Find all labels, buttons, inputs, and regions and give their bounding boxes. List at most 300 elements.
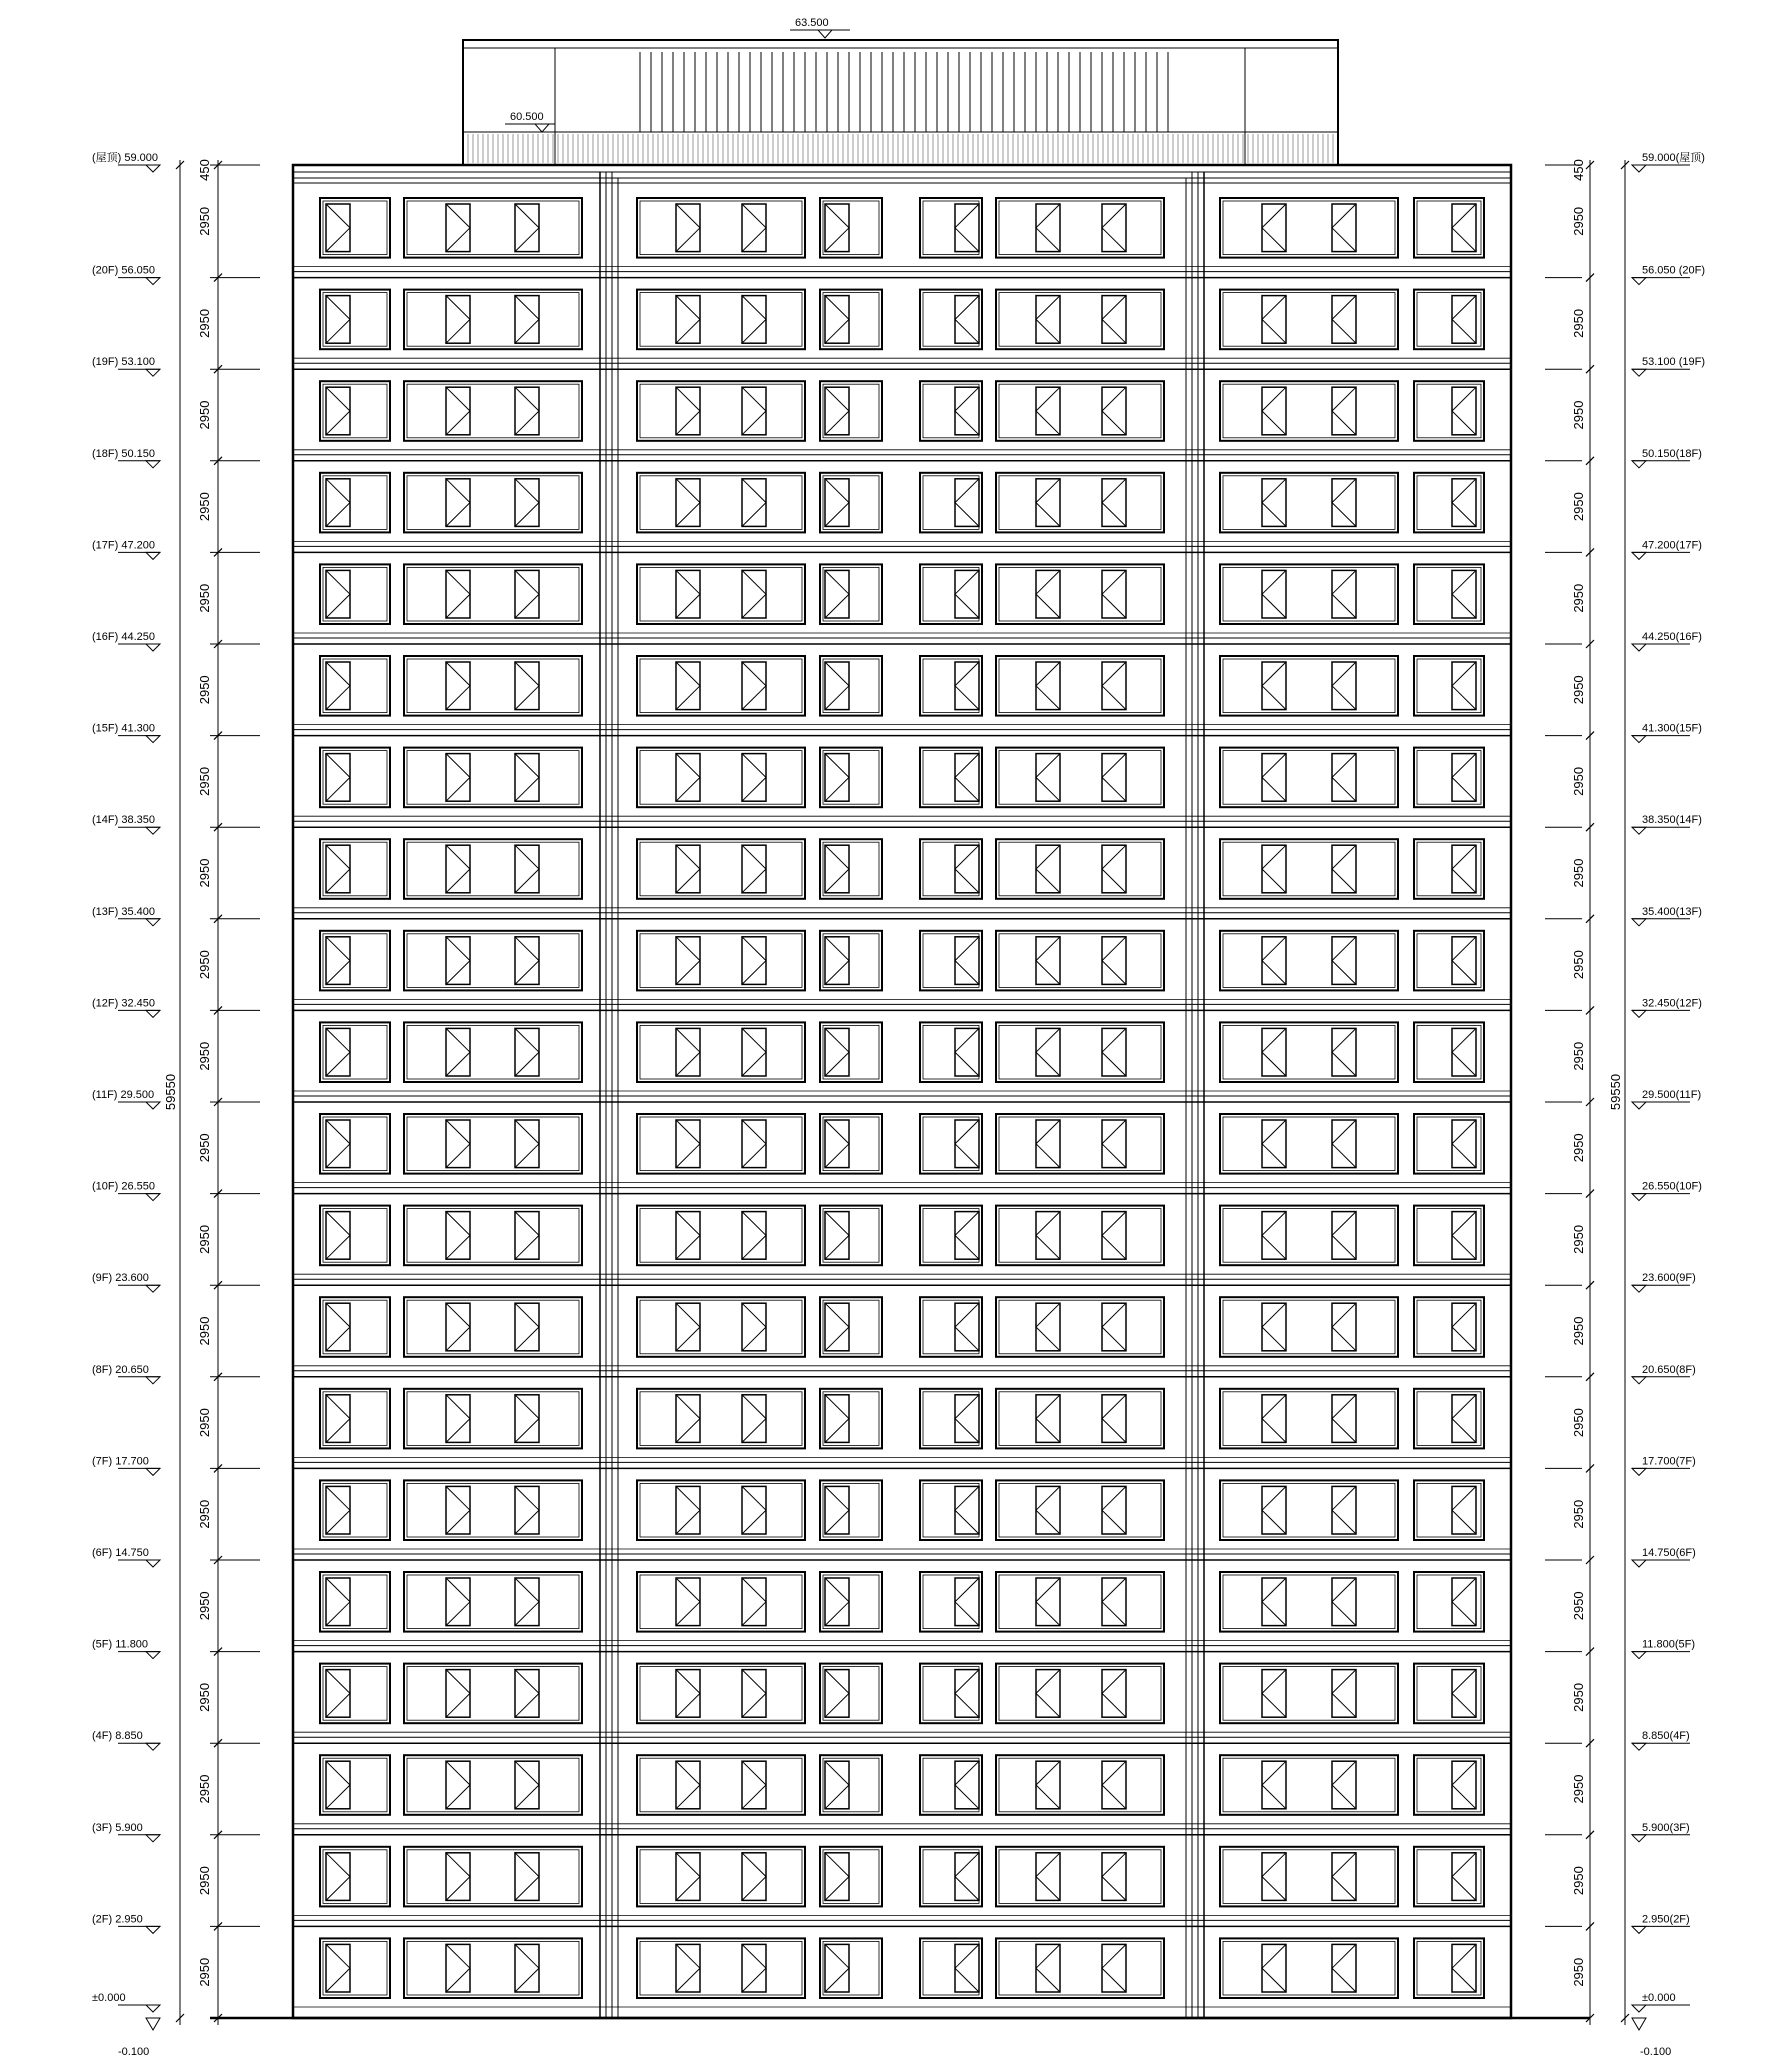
window-inner-frame [823,384,879,438]
window-frame [1220,1480,1398,1540]
right-level-label: 5.900(3F) [1642,1821,1690,1834]
window-opening-indicator [326,1670,350,1718]
window-inner-frame [999,1300,1161,1354]
window-opening-indicator [1332,937,1356,985]
window-sash [326,1028,350,1076]
window-sash [1452,937,1476,985]
window-sash [326,204,350,252]
window-sash [515,1761,539,1809]
window-opening-indicator [446,479,470,527]
left-level-label: (7F) 17.700 [92,1455,149,1468]
window-sash [825,1761,849,1809]
window-opening-indicator [1102,1578,1126,1626]
right-level-label: ±0.000 [1642,1992,1676,2004]
window-sash [1452,1395,1476,1443]
window-inner-frame [323,934,387,988]
window-frame [637,1114,805,1174]
window-opening-indicator [1452,1028,1476,1076]
window-sash [326,570,350,618]
window-sash [1452,1944,1476,1992]
window-opening-indicator [1102,1303,1126,1351]
window-opening-indicator [446,662,470,710]
window-opening-indicator [1452,204,1476,252]
floor-dimension-label: 2950 [1571,1224,1586,1254]
window-inner-frame [999,751,1161,805]
window-frame [996,656,1164,716]
window-sash [676,1303,700,1351]
window-frame [820,656,882,716]
window-frame [820,1022,882,1082]
window-inner-frame [923,842,979,896]
window-inner-frame [407,384,579,438]
level-marker-triangle [1632,369,1646,376]
window-inner-frame [923,751,979,805]
window-opening-indicator [1452,1395,1476,1443]
window-inner-frame [999,476,1161,530]
window-inner-frame [1223,1300,1395,1354]
window-sash [1332,387,1356,435]
window-inner-frame [923,201,979,255]
window-frame [1220,1572,1398,1632]
window-opening-indicator [742,387,766,435]
window-sash [326,1853,350,1901]
window-opening-indicator [955,1028,979,1076]
level-marker-triangle [146,1377,160,1384]
window-sash [1332,1120,1356,1168]
window-opening-indicator [955,754,979,802]
window-opening-indicator [446,1120,470,1168]
window-sash [1332,204,1356,252]
window-opening-indicator [1452,1212,1476,1260]
window-opening-indicator [446,754,470,802]
window-inner-frame [1223,567,1395,621]
window-inner-frame [923,1209,979,1263]
window-inner-frame [407,1025,579,1079]
window-opening-indicator [515,1670,539,1718]
floor-dimension-label: 2950 [197,1133,212,1163]
window-opening-indicator [676,845,700,893]
level-marker-triangle [1632,1010,1646,1017]
window-inner-frame [640,476,802,530]
window-sash [326,479,350,527]
window-opening-indicator [326,1120,350,1168]
window-opening-indicator [1452,479,1476,527]
window-inner-frame [407,201,579,255]
window-inner-frame [640,1392,802,1446]
window-frame [920,198,982,258]
window-sash [676,296,700,344]
window-sash [1332,662,1356,710]
window-opening-indicator [1102,845,1126,893]
window-opening-indicator [446,1395,470,1443]
window-sash [326,937,350,985]
window-frame [320,198,390,258]
window-sash [1036,845,1060,893]
window-sash [825,479,849,527]
window-frame [996,1664,1164,1724]
window-opening-indicator [515,479,539,527]
window-inner-frame [823,659,879,713]
window-sash [1102,1578,1126,1626]
window-opening-indicator [326,937,350,985]
window-inner-frame [640,1941,802,1995]
window-sash [515,296,539,344]
window-opening-indicator [1262,754,1286,802]
window-opening-indicator [1332,845,1356,893]
window-opening-indicator [1102,754,1126,802]
window-opening-indicator [1262,1212,1286,1260]
window-sash [326,1486,350,1534]
window-inner-frame [823,1850,879,1904]
window-frame [820,1389,882,1449]
window-frame [996,564,1164,624]
window-sash [676,570,700,618]
window-inner-frame [999,1941,1161,1995]
right-level-label: 53.100 (19F) [1642,356,1705,369]
window-inner-frame [1223,1117,1395,1171]
window-inner-frame [323,1850,387,1904]
floor-dimension-label: 2950 [197,858,212,888]
window-opening-indicator [515,662,539,710]
window-frame [404,931,582,991]
floor-dimension-label: 2950 [1571,308,1586,338]
right-ground-below-label: -0.100 [1640,2046,1672,2058]
window-opening-indicator [742,1120,766,1168]
window-sash [825,570,849,618]
left-level-label: (9F) 23.600 [92,1272,149,1285]
floor-dimension-label: 2950 [1571,1408,1586,1438]
floor-dimension-label: 2950 [197,1591,212,1621]
window-opening-indicator [1102,1670,1126,1718]
window-inner-frame [823,1575,879,1629]
window-opening-indicator [1332,387,1356,435]
window-sash [1262,479,1286,527]
window-inner-frame [407,1758,579,1812]
window-sash [515,479,539,527]
window-sash [1452,1853,1476,1901]
window-opening-indicator [1102,204,1126,252]
window-inner-frame [999,659,1161,713]
left-level-annotations [92,151,260,2030]
window-opening-indicator [326,1028,350,1076]
left-level-label: (8F) 20.650 [92,1363,149,1376]
window-frame [996,198,1164,258]
window-opening-indicator [742,1212,766,1260]
window-opening-indicator [1036,1395,1060,1443]
window-inner-frame [1223,659,1395,713]
window-sash [1452,1761,1476,1809]
window-frame [404,1022,582,1082]
window-frame [637,931,805,991]
window-inner-frame [640,1575,802,1629]
window-opening-indicator [1262,845,1286,893]
window-frame [996,1755,1164,1815]
window-frame [1220,1389,1398,1449]
window-inner-frame [823,1025,879,1079]
window-frame [637,1022,805,1082]
ground-below-marker [1632,2018,1646,2030]
window-opening-indicator [825,1944,849,1992]
window-inner-frame [323,1483,387,1537]
window-sash [1036,387,1060,435]
window-opening-indicator [1332,662,1356,710]
floor-dimension-label: 2950 [197,1224,212,1254]
window-sash [955,296,979,344]
window-inner-frame [923,1758,979,1812]
left-level-label: (20F) 56.050 [92,264,155,277]
level-marker-triangle [146,552,160,559]
window-inner-frame [407,659,579,713]
right-level-label: 17.700(7F) [1642,1455,1696,1468]
right-level-label: 41.300(15F) [1642,722,1702,735]
window-sash [676,204,700,252]
level-marker-triangle [146,1560,160,1567]
window-sash [1102,1670,1126,1718]
window-sash [1036,1303,1060,1351]
window-opening-indicator [1262,662,1286,710]
window-opening-indicator [825,754,849,802]
window-opening-indicator [1262,387,1286,435]
window-frame [820,1755,882,1815]
window-frame [637,748,805,808]
window-sash [326,1761,350,1809]
left-level-label: ±0.000 [92,1992,126,2004]
window-sash [742,1120,766,1168]
window-inner-frame [823,934,879,988]
right-level-label: 29.500(11F) [1642,1089,1702,1101]
window-opening-indicator [1036,204,1060,252]
window-frame [820,290,882,350]
window-sash [515,1303,539,1351]
window-inner-frame [1223,1392,1395,1446]
roof-top-level-marker [790,17,850,38]
level-marker-triangle [146,1102,160,1109]
window-sash [825,296,849,344]
parapet-level-marker [505,111,555,132]
floor-dimension-label: 2950 [1571,858,1586,888]
window-opening-indicator [676,1120,700,1168]
window-sash [955,1853,979,1901]
window-inner-frame [407,934,579,988]
window-opening-indicator [1332,1486,1356,1534]
window-sash [446,1120,470,1168]
window-frame [820,1847,882,1907]
window-sash [446,1028,470,1076]
window-sash [825,1120,849,1168]
window-inner-frame [407,1667,579,1721]
window-frame [404,1664,582,1724]
floor-dimension-label: 2950 [1571,1499,1586,1529]
window-opening-indicator [326,1212,350,1260]
window-opening-indicator [446,1853,470,1901]
window-sash [446,1761,470,1809]
window-frame [404,839,582,899]
window-sash [326,662,350,710]
window-frame [820,931,882,991]
floor-dimension-label: 2950 [197,308,212,338]
window-sash [742,1212,766,1260]
window-inner-frame [823,1117,879,1171]
floor-dimension-label: 2950 [197,1774,212,1804]
window-frame [637,290,805,350]
window-sash [742,204,766,252]
window-sash [446,570,470,618]
window-sash [742,1578,766,1626]
left-level-label: (17F) 47.200 [92,539,155,552]
window-frame [320,473,390,533]
window-opening-indicator [1262,204,1286,252]
window-opening-indicator [676,204,700,252]
window-frame [404,198,582,258]
window-opening-indicator [825,1853,849,1901]
window-opening-indicator [1262,1761,1286,1809]
window-sash [742,387,766,435]
window-opening-indicator [1332,1028,1356,1076]
window-opening-indicator [515,754,539,802]
window-sash [1262,1212,1286,1260]
window-sash [1262,1303,1286,1351]
window-frame [1220,1664,1398,1724]
window-opening-indicator [515,570,539,618]
window-sash [1262,296,1286,344]
window-opening-indicator [446,1212,470,1260]
level-marker-triangle [146,2005,160,2012]
window-sash [1036,1486,1060,1534]
window-sash [515,204,539,252]
window-opening-indicator [326,1303,350,1351]
window-inner-frame [323,567,387,621]
window-frame [920,1847,982,1907]
window-frame [996,381,1164,441]
window-sash [742,296,766,344]
window-opening-indicator [515,845,539,893]
window-frame [637,198,805,258]
window-opening-indicator [1262,1486,1286,1534]
window-opening-indicator [1036,1853,1060,1901]
window-frame [996,931,1164,991]
window-opening-indicator [1332,1212,1356,1260]
window-opening-indicator [1036,1212,1060,1260]
window-inner-frame [923,1850,979,1904]
window-opening-indicator [955,570,979,618]
window-sash [825,1212,849,1260]
window-opening-indicator [825,1028,849,1076]
window-opening-indicator [825,1120,849,1168]
window-inner-frame [407,1300,579,1354]
window-inner-frame [923,476,979,530]
window-inner-frame [999,293,1161,347]
windows [320,198,1484,1998]
window-frame [404,381,582,441]
window-frame [320,564,390,624]
window-inner-frame [1223,201,1395,255]
window-inner-frame [823,1758,879,1812]
window-opening-indicator [1036,1944,1060,1992]
window-sash [676,1120,700,1168]
window-opening-indicator [1452,296,1476,344]
window-opening-indicator [955,1303,979,1351]
window-sash [825,387,849,435]
window-opening-indicator [1036,479,1060,527]
window-opening-indicator [955,1212,979,1260]
window-sash [1036,1212,1060,1260]
level-marker-triangle [1632,278,1646,285]
right-level-label: 26.550(10F) [1642,1180,1702,1193]
window-sash [1102,387,1126,435]
window-inner-frame [923,1025,979,1079]
window-opening-indicator [676,937,700,985]
window-opening-indicator [1036,1761,1060,1809]
window-sash [742,1944,766,1992]
left-level-label: (5F) 11.800 [92,1638,149,1651]
window-opening-indicator [1102,296,1126,344]
window-opening-indicator [742,662,766,710]
window-sash [515,1028,539,1076]
window-opening-indicator [955,1853,979,1901]
window-opening-indicator [1332,296,1356,344]
floor-dimension-label: 2950 [1571,400,1586,430]
window-frame [996,1938,1164,1998]
window-inner-frame [640,842,802,896]
window-frame [1220,290,1398,350]
level-marker-triangle [146,827,160,834]
floor-dimension-label: 2950 [1571,1682,1586,1712]
window-inner-frame [323,1392,387,1446]
floor-dimension-label: 2950 [1571,492,1586,522]
floor-dimension-label: 2950 [197,1866,212,1896]
window-sash [1332,937,1356,985]
window-inner-frame [407,1483,579,1537]
window-inner-frame [823,1941,879,1995]
window-frame [820,564,882,624]
window-sash [1332,1853,1356,1901]
level-marker-triangle [1632,1926,1646,1933]
window-opening-indicator [676,1395,700,1443]
window-frame [637,1297,805,1357]
window-opening-indicator [825,1395,849,1443]
window-sash [1332,1303,1356,1351]
window-frame [320,290,390,350]
window-opening-indicator [326,1944,350,1992]
window-opening-indicator [676,1944,700,1992]
window-opening-indicator [676,570,700,618]
window-sash [955,937,979,985]
window-opening-indicator [1036,1670,1060,1718]
window-opening-indicator [676,1578,700,1626]
window-sash [515,1853,539,1901]
window-sash [955,1670,979,1718]
window-sash [955,387,979,435]
window-sash [1332,845,1356,893]
window-frame [404,1938,582,1998]
window-sash [1102,1212,1126,1260]
window-frame [996,1206,1164,1266]
window-inner-frame [823,751,879,805]
window-opening-indicator [955,1670,979,1718]
window-frame [996,1114,1164,1174]
floor-dimension-label: 2950 [197,1499,212,1529]
window-inner-frame [923,567,979,621]
floor-dimension-label: 2950 [197,1041,212,1071]
window-frame [637,839,805,899]
window-sash [446,1395,470,1443]
level-marker-triangle [146,1926,160,1933]
window-inner-frame [407,476,579,530]
level-marker-triangle [146,919,160,926]
window-inner-frame [999,1758,1161,1812]
window-sash [825,1303,849,1351]
window-frame [996,1389,1164,1449]
